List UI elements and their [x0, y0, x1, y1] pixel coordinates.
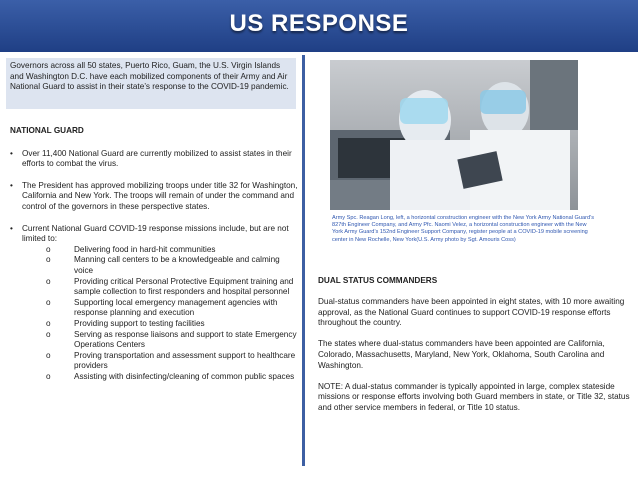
mission-item	[10, 351, 298, 372]
mission-item	[10, 330, 298, 351]
mission-item	[10, 298, 298, 319]
title-banner	[0, 0, 638, 52]
guard-photo	[330, 60, 578, 210]
mission-text: Serving as response liaisons and support to state Emergency Operations Centers	[74, 329, 297, 350]
mission-item	[10, 245, 298, 256]
bullet-icon: •	[10, 180, 13, 190]
dual-status-paragraph: Dual-status commanders have been appointed in eight states, with 10 more awaiting approval, as the National Guard continues to support COVID-19 response efforts throughout the country.	[318, 296, 625, 328]
photo-illustration	[330, 60, 578, 210]
page-title: US RESPONSE	[229, 10, 409, 37]
circle-bullet-icon: o	[46, 350, 51, 360]
bullet-icon: •	[10, 148, 13, 158]
dual-status-heading: DUAL STATUS COMMANDERS	[318, 276, 438, 285]
national-guard-heading: NATIONAL GUARD	[10, 126, 84, 135]
dual-status-paragraph: The states where dual-status commanders have been appointed are California, Colorado, Massachusetts, Maryland, New York, Oklahoma, South Carolina and Washington.	[318, 339, 605, 370]
circle-bullet-icon: o	[46, 276, 51, 286]
bullet-text: Current National Guard COVID-19 response missions include, but are not limited to:	[22, 223, 289, 244]
photo-caption: Army Spc. Reagan Long, left, a horizontal construction engineer with the New York Army National Guard’s 827th Engineer Company, and Army Pfc. Naomi Velez, a horizontal construction engineer with the New York Army Guard’s 152nd Engineer Support Company, register people at a COVID-19 mobile screening center in New Rochelle, New York(U.S. Army photo by Sgt. Amouris Coss)	[332, 215, 595, 243]
national-guard-section	[10, 126, 298, 382]
circle-bullet-icon: o	[46, 255, 51, 265]
mission-text: Delivering food in hard-hit communities	[74, 244, 216, 254]
intro-box: Governors across all 50 states, Puerto Rico, Guam, the U.S. Virgin Islands and Washington D.C. have each mobilized components of their Army and Air National Guard to assist in their state’s response to the COVID-19 pandemic.	[6, 58, 296, 109]
dual-status-section	[318, 276, 630, 424]
circle-bullet-icon: o	[46, 371, 51, 381]
bullet-item	[10, 149, 298, 170]
dual-status-paragraph: NOTE: A dual-status commander is typically appointed in large, complex stateside missions or response efforts involving both Guard members in state, or Title 32, status and other service members in federal, or Title 10 status.	[318, 381, 630, 413]
mission-text: Assisting with disinfecting/cleaning of common public spaces	[74, 371, 295, 381]
bullet-text: Over 11,400 National Guard are currently mobilized to assist states in their efforts to combat the virus.	[22, 148, 292, 169]
circle-bullet-icon: o	[46, 244, 51, 254]
bullet-item	[10, 224, 298, 245]
mission-item	[10, 319, 298, 330]
mission-text: Providing support to testing facilities	[74, 318, 205, 328]
bullet-item	[10, 181, 298, 213]
bullet-icon: •	[10, 223, 13, 233]
mission-item	[10, 255, 298, 276]
mission-text: Proving transportation and assessment support to healthcare providers	[74, 350, 296, 371]
mission-text: Manning call centers to be a knowledgeable and calming voice	[74, 255, 280, 275]
circle-bullet-icon: o	[46, 318, 51, 328]
column-divider	[302, 55, 305, 466]
mission-item	[10, 277, 298, 298]
mission-text: Supporting local emergency management agencies with response planning and execution	[74, 297, 278, 318]
mission-text: Providing critical Personal Protective Equipment training and sample collection to first responders and hospital personnel	[74, 276, 294, 297]
mission-item	[10, 372, 298, 383]
circle-bullet-icon: o	[46, 329, 51, 339]
bullet-text: The President has approved mobilizing troops under title 32 for Washington, California and New York. The troops will remain of under the command and control of the governors in these perspective states.	[22, 180, 298, 211]
circle-bullet-icon: o	[46, 297, 51, 307]
